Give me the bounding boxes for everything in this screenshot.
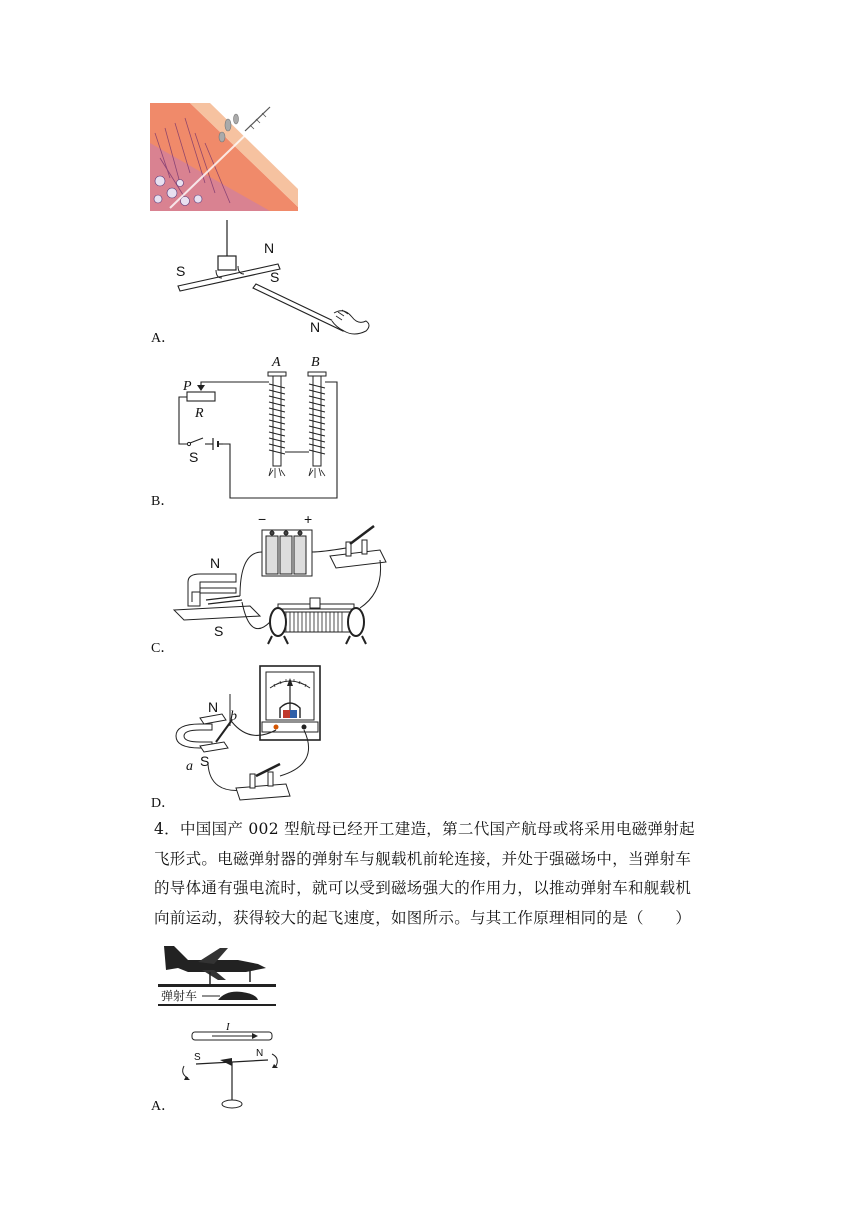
oersted-compass-figure <box>176 1018 286 1110</box>
battery-minus: − <box>258 511 267 527</box>
suspended-magnet-figure <box>168 220 378 338</box>
carrier-catapult-figure <box>158 938 278 1010</box>
magnet-label: S <box>270 269 280 285</box>
electromagnet-circuit-figure <box>175 352 345 504</box>
question-4 <box>154 815 706 933</box>
switch-label: S <box>189 449 199 465</box>
option-c-label: C． <box>151 641 175 656</box>
option-a-label: A． <box>151 331 176 346</box>
battery-plus: + <box>304 511 313 527</box>
magnet-label: N <box>264 240 275 256</box>
core-label-a: A <box>272 355 281 370</box>
question-number: 4． <box>154 820 180 838</box>
compass-pole-n: N <box>256 1048 264 1059</box>
current-label: I <box>226 1021 230 1033</box>
induction-galvanometer-figure <box>170 664 340 806</box>
magnet-label-s: S <box>200 753 210 769</box>
option-d-label: D． <box>151 796 176 811</box>
magnet-label: S <box>176 263 186 279</box>
catapult-car-label: 弹射车 <box>161 989 198 1003</box>
question-stem: 中国国产 002 型航母已经开工建造，第二代国产航母或将采用电磁弹射起飞形式。电磁弹射器的弹射车与舰载机前轮连接，并处于强磁场中，当弹射车的导体通有强电流时，就可以受到磁场强大的作用力，以推动弹射车和舰载机向前运动，获得较大的起飞速度，如图所示。与其工作原理相同的是（ ） <box>154 820 695 927</box>
motor-circuit-figure <box>170 512 390 652</box>
magnet-label-n: N <box>208 699 219 715</box>
compass-pole-s: S <box>194 1052 201 1063</box>
q4-option-a-label: A． <box>151 1099 176 1114</box>
magnet-label-n: N <box>210 555 221 571</box>
magnet-label: N <box>310 319 321 335</box>
option-b-label: B． <box>151 494 175 509</box>
rheostat-label-r: R <box>195 406 204 421</box>
core-label-b: B <box>311 355 320 370</box>
wire-label-b: b <box>230 709 237 724</box>
skin-diagram-figure <box>150 103 298 211</box>
magnet-label-s: S <box>214 623 224 639</box>
rheostat-label-p: P <box>183 379 192 394</box>
wire-label-a: a <box>186 759 193 774</box>
